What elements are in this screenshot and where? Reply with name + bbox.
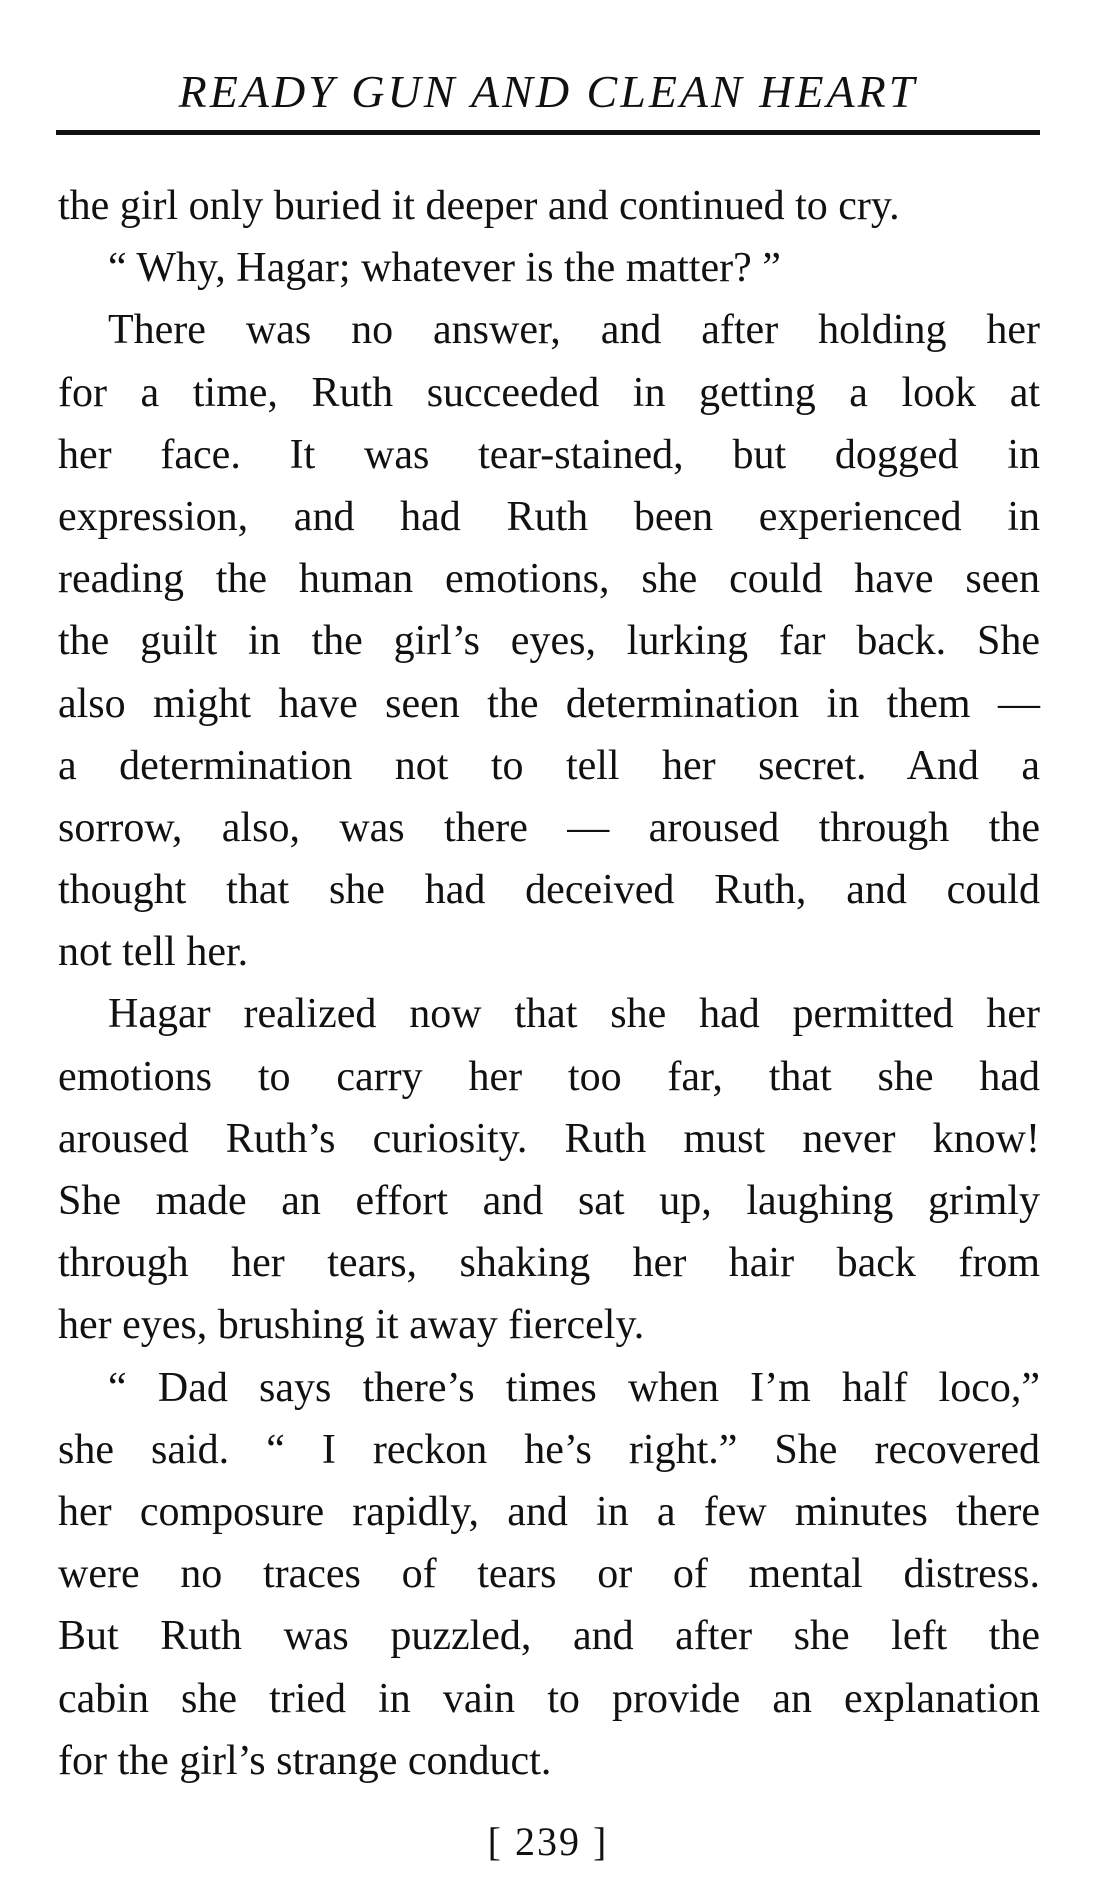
text-line: thought that she had deceived Ruth, and could xyxy=(58,867,1040,914)
text-line: “ Why, Hagar; whatever is the matter? ” xyxy=(108,245,781,292)
text-line: Hagar realized now that she had permitted her xyxy=(108,991,1040,1038)
text-line: expression, and had Ruth been experienced in xyxy=(58,493,1040,540)
text-line: a determination not to tell her secret. And a xyxy=(58,742,1040,789)
text-line: for the girl’s strange conduct. xyxy=(58,1737,552,1784)
text-line: But Ruth was puzzled, and after she left the xyxy=(58,1613,1040,1660)
text-line: “ Dad says there’s times when I’m half loco,” xyxy=(108,1364,1040,1411)
text-line: There was no answer, and after holding her xyxy=(108,307,1040,354)
text-line: were no traces of tears or of mental distress. xyxy=(58,1551,1040,1598)
text-line: her composure rapidly, and in a few minutes there xyxy=(58,1488,1040,1535)
header-rule xyxy=(56,130,1040,135)
text-line: aroused Ruth’s curiosity. Ruth must never know! xyxy=(58,1115,1040,1162)
text-line: the girl only buried it deeper and continued to cry. xyxy=(58,183,900,229)
page-number: [ 239 ] xyxy=(487,1819,609,1864)
text-line: for a time, Ruth succeeded in getting a look at xyxy=(58,369,1040,416)
text-line: emotions to carry her too far, that she had xyxy=(58,1053,1040,1100)
text-line: reading the human emotions, she could have seen xyxy=(58,556,1040,603)
text-line: She made an effort and sat up, laughing grimly xyxy=(58,1178,1040,1224)
text-line: the guilt in the girl’s eyes, lurking far back. She xyxy=(58,618,1040,665)
running-head: READY GUN AND CLEAN HEART xyxy=(178,66,918,117)
body-text xyxy=(58,175,1040,1792)
text-line: cabin she tried in vain to provide an explanation xyxy=(58,1675,1040,1722)
text-line: also might have seen the determination in them — xyxy=(58,680,1040,727)
text-line: through her tears, shaking her hair back from xyxy=(58,1240,1040,1287)
text-line: she said. “ I reckon he’s right.” She recovered xyxy=(58,1426,1040,1473)
text-line: her face. It was tear-stained, but dogged in xyxy=(58,431,1040,478)
text-line: not tell her. xyxy=(58,929,249,976)
text-line: her eyes, brushing it away fiercely. xyxy=(58,1302,645,1349)
text-line: sorrow, also, was there — aroused through the xyxy=(58,804,1040,851)
